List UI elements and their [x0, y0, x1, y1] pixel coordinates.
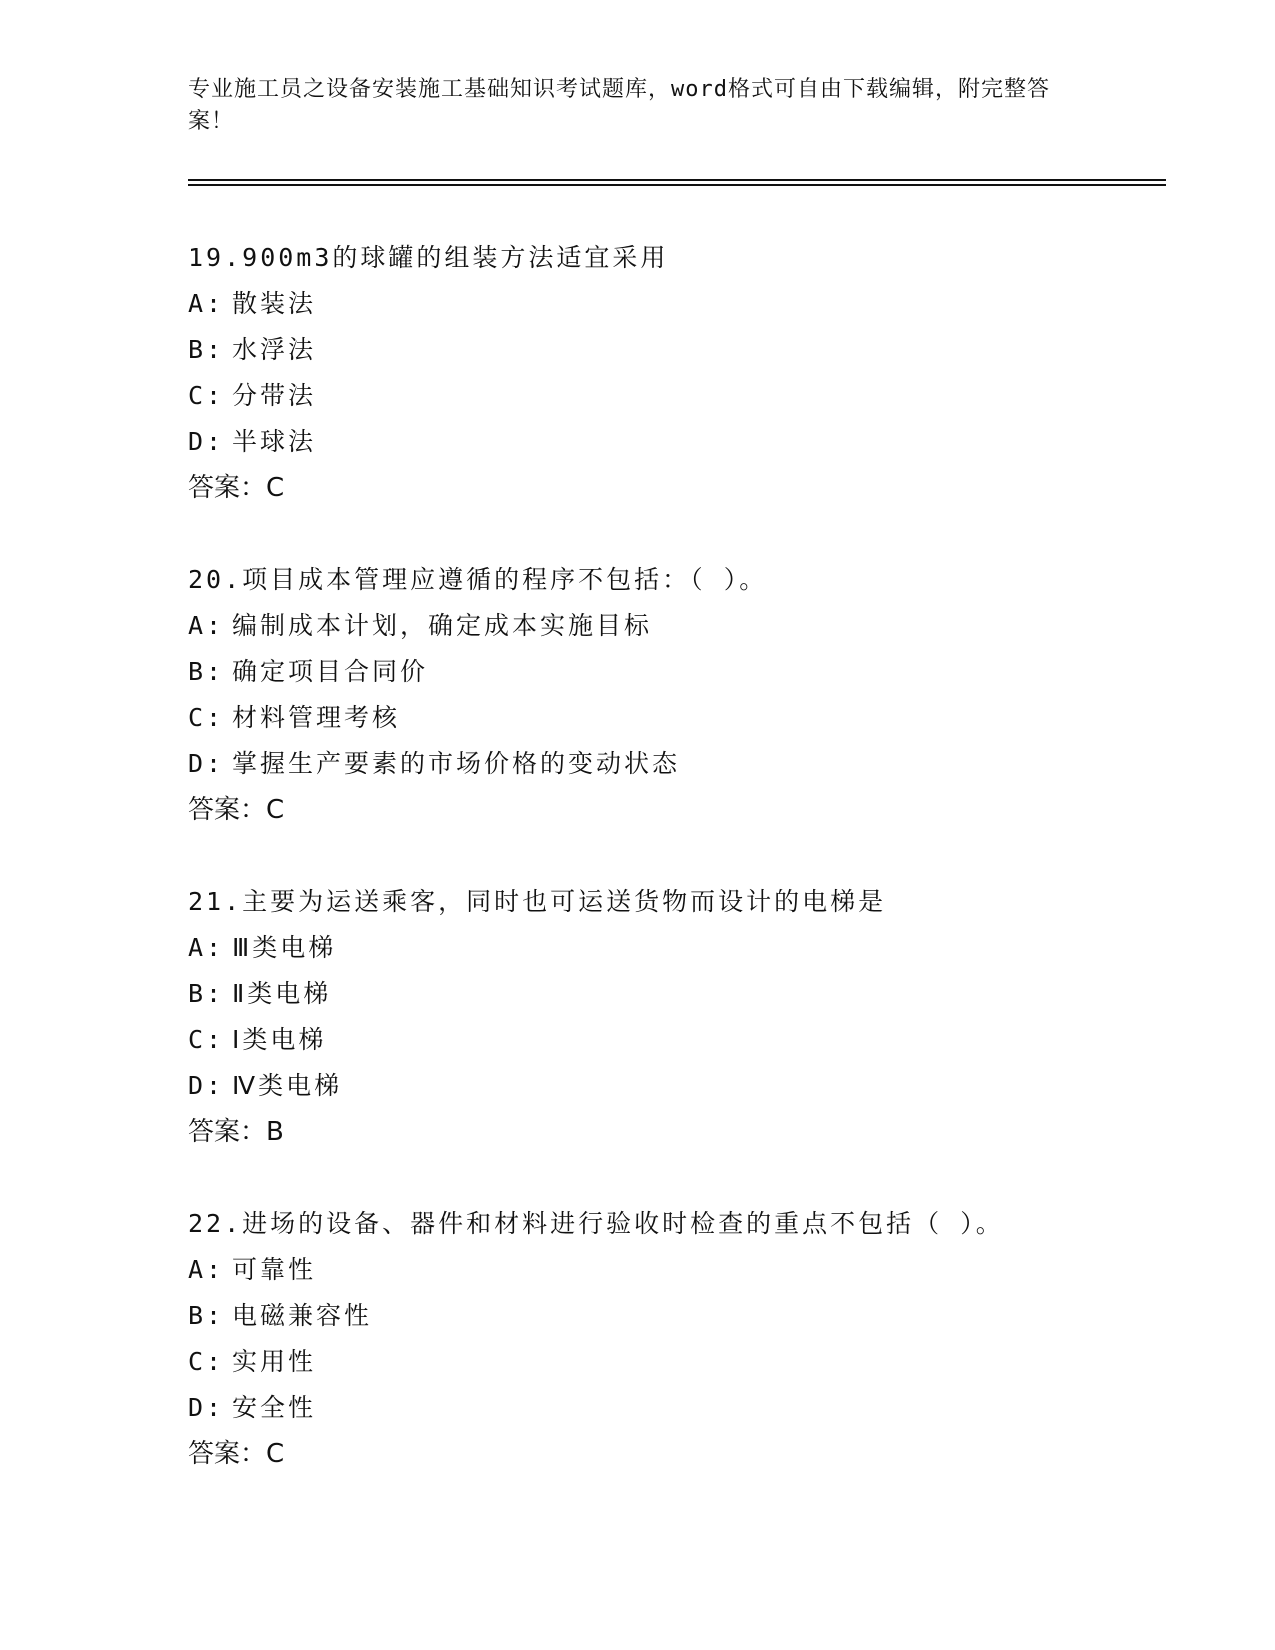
- option-text: Ⅲ类电梯: [232, 933, 337, 962]
- option-letter: A:: [188, 1255, 225, 1284]
- question-22: [188, 1201, 1168, 1477]
- document-header: 专业施工员之设备安装施工基础知识考试题库，word格式可自由下载编辑，附完整答案！: [188, 77, 1050, 134]
- option-text: 安全性: [232, 1393, 317, 1422]
- option-text: 水浮法: [232, 335, 317, 364]
- option-letter: B:: [188, 657, 225, 686]
- option-d: [188, 1385, 1168, 1431]
- option-c: [188, 1339, 1168, 1385]
- option-letter: C:: [188, 1025, 225, 1054]
- option-letter: A:: [188, 611, 225, 640]
- question-21: [188, 879, 1168, 1155]
- option-letter: B:: [188, 335, 225, 364]
- option-a: [188, 281, 1168, 327]
- answer-line: 答案：C: [188, 473, 285, 503]
- option-text: 可靠性: [232, 1255, 317, 1284]
- option-text: 实用性: [232, 1347, 317, 1376]
- option-letter: C:: [188, 703, 225, 732]
- option-c: [188, 1017, 1168, 1063]
- question-19: [188, 235, 1168, 511]
- option-b: [188, 1293, 1168, 1339]
- option-b: [188, 971, 1168, 1017]
- option-letter: B:: [188, 979, 225, 1008]
- option-d: [188, 1063, 1168, 1109]
- option-text: Ⅰ类电梯: [232, 1025, 327, 1054]
- option-text: Ⅳ类电梯: [232, 1071, 343, 1100]
- option-d: [188, 419, 1168, 465]
- option-text: 材料管理考核: [232, 703, 401, 732]
- option-b: [188, 327, 1168, 373]
- option-a: [188, 603, 1168, 649]
- header-divider-top: [188, 179, 1166, 181]
- question-stem: 19.900m3的球罐的组装方法适宜采用: [188, 243, 669, 272]
- option-c: [188, 373, 1168, 419]
- option-text: 电磁兼容性: [232, 1301, 373, 1330]
- option-text: 编制成本计划，确定成本实施目标: [232, 611, 653, 640]
- question-20: [188, 557, 1168, 833]
- option-letter: A:: [188, 933, 225, 962]
- option-b: [188, 649, 1168, 695]
- option-a: [188, 1247, 1168, 1293]
- answer-line: 答案：C: [188, 1439, 285, 1469]
- option-text: 散装法: [232, 289, 317, 318]
- option-letter: A:: [188, 289, 225, 318]
- option-c: [188, 695, 1168, 741]
- answer-line: 答案：B: [188, 1117, 284, 1147]
- question-stem: 20.项目成本管理应遵循的程序不包括：（ ）。: [188, 565, 768, 594]
- question-stem: 22.进场的设备、器件和材料进行验收时检查的重点不包括（ ）。: [188, 1209, 1004, 1238]
- answer-line: 答案：C: [188, 795, 285, 825]
- option-text: 半球法: [232, 427, 317, 456]
- option-d: [188, 741, 1168, 787]
- option-text: 确定项目合同价: [232, 657, 429, 686]
- option-letter: D:: [188, 1071, 225, 1100]
- option-letter: C:: [188, 1347, 225, 1376]
- header-divider-bottom: [188, 184, 1166, 186]
- option-letter: B:: [188, 1301, 225, 1330]
- option-letter: D:: [188, 1393, 225, 1422]
- option-text: 分带法: [232, 381, 317, 410]
- option-letter: D:: [188, 427, 225, 456]
- option-text: 掌握生产要素的市场价格的变动状态: [232, 749, 681, 778]
- option-letter: D:: [188, 749, 225, 778]
- option-text: Ⅱ类电梯: [232, 979, 332, 1008]
- option-a: [188, 925, 1168, 971]
- option-letter: C:: [188, 381, 225, 410]
- question-stem: 21.主要为运送乘客，同时也可运送货物而设计的电梯是: [188, 887, 887, 916]
